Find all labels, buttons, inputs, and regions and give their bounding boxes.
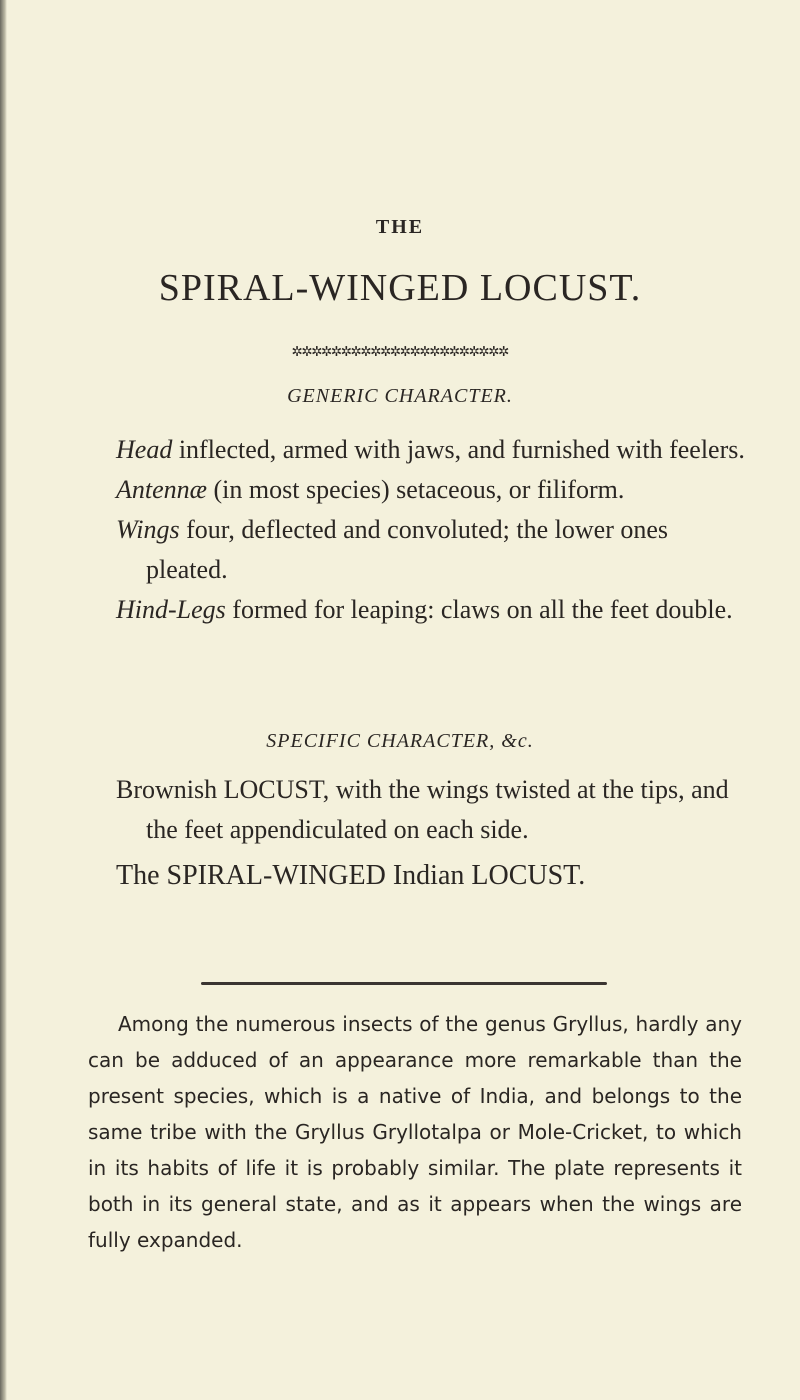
definition-text: formed for leaping: claws on all the feet double. (225, 595, 733, 624)
definition-text: four, deflected and convoluted; the lower ones pleated. (146, 515, 669, 584)
definition-wings (116, 510, 756, 590)
title-article: THE (375, 216, 425, 238)
specific-character-block (116, 770, 756, 896)
definition-antennae (116, 470, 756, 510)
term-head: Head (116, 435, 173, 464)
ornamental-star-divider: ✲✲✲✲✲✲✲✲✲✲✲✲✲✲✲✲✲✲✲✲✲✲ (291, 340, 509, 361)
horizontal-rule (201, 982, 607, 985)
common-name: The SPIRAL-WINGED Indian LOCUST. (116, 860, 586, 891)
specific-description: Brownish LOCUST, with the wings twisted at the tips, and the feet appendiculated on each side. (116, 775, 729, 844)
definition-hind-legs (116, 590, 756, 630)
body-paragraph (88, 1006, 742, 1258)
definition-head (116, 430, 756, 470)
generic-character-list (116, 430, 756, 630)
term-wings: Wings (116, 515, 180, 544)
term-antennae: Antennæ (116, 475, 207, 504)
term-hind-legs: Hind-Legs (116, 595, 226, 624)
page-title: SPIRAL-WINGED LOCUST. (158, 267, 642, 309)
specific-character-heading: SPECIFIC CHARACTER, &c. (266, 730, 534, 752)
generic-character-heading: GENERIC CHARACTER. (287, 385, 513, 407)
body-paragraph-text: Among the numerous insects of the genus Gryllus, hardly any can be adduced of an appearance more remarkable than the present species, which is a native of India, and belongs to the same tribe with the Gryllus Gryllotalpa or Mole-Cricket, to which in its habits of life it is probably similar. The plate represents it both in its general state, and as it appears when the wings are fully expanded. (88, 1012, 742, 1252)
definition-text: (in most species) setaceous, or filiform. (207, 475, 625, 504)
definition-text: inflected, armed with jaws, and furnished with feelers. (172, 435, 745, 464)
